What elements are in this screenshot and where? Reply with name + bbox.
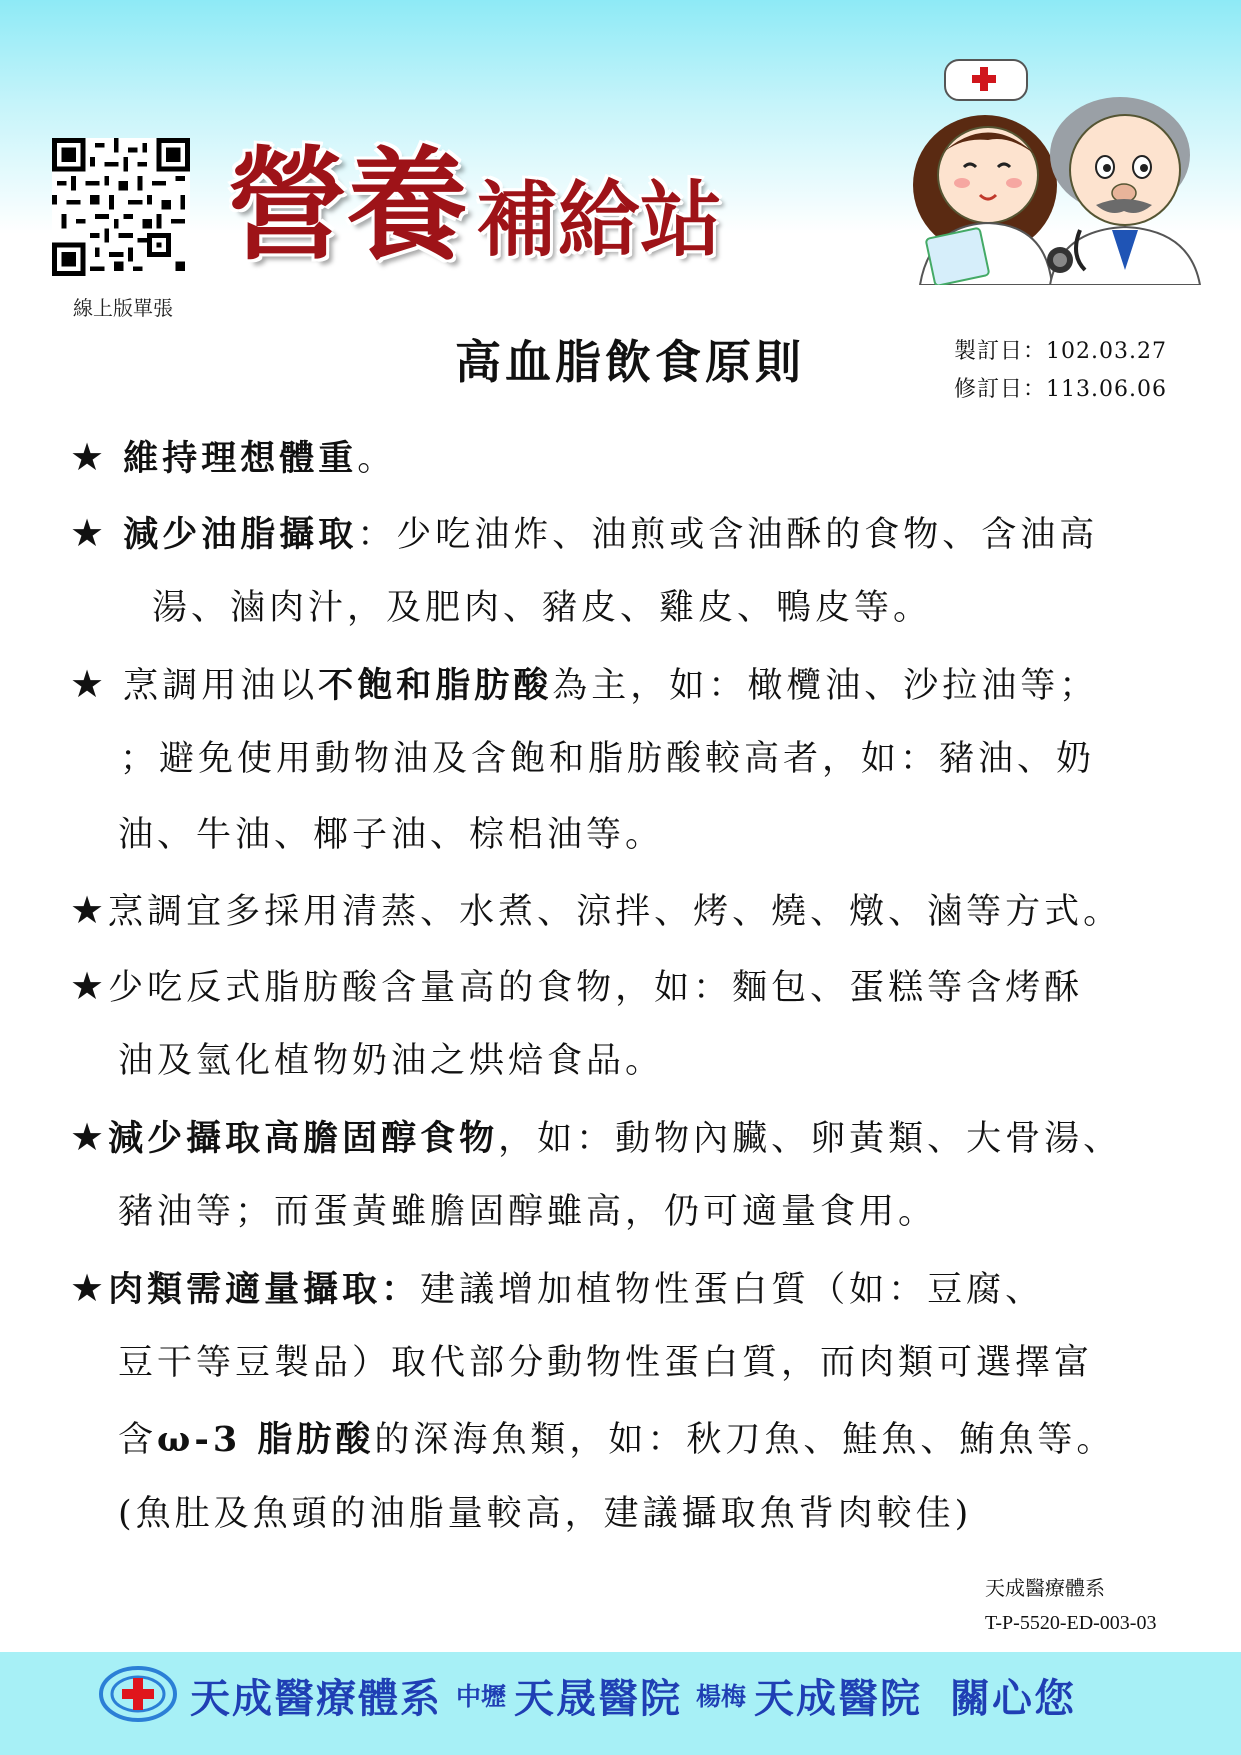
star-icon: ★ — [70, 661, 109, 706]
footer-slogan: 天成醫療體系 中壢 天晟醫院 楊梅 天成醫院 關心您 — [190, 1675, 1077, 1722]
brand-logo — [226, 130, 722, 282]
created-date: 製訂日：102.03.27 — [954, 339, 1167, 364]
document-code: T-P-5520-ED-003-03 — [985, 1612, 1157, 1634]
document-title: 高血脂飲食原則 — [455, 335, 805, 389]
list-item: ★ 維持理想體重。 — [70, 435, 397, 479]
list-item-continuation: 豆干等豆製品）取代部分動物性蛋白質，而肉類可選擇富 — [118, 1343, 1094, 1383]
qr-caption: 線上版單張 — [73, 296, 173, 320]
list-item-continuation: 油及氫化植物奶油之烘焙食品。 — [118, 1041, 665, 1081]
nurse-doctor-illustration — [900, 55, 1220, 285]
logo-title-sub: 補給站 — [476, 173, 723, 268]
logo-title-main: 營養 — [226, 135, 466, 277]
star-icon: ★ — [70, 510, 109, 555]
list-item-continuation: 含ω-3 脂肪酸的深海魚類，如：秋刀魚、鮭魚、鮪魚等。 — [118, 1418, 1116, 1460]
list-item: ★ 烹調用油以不飽和脂肪酸為主，如：橄欖油、沙拉油等； — [70, 661, 1099, 706]
star-icon: ★ — [70, 1114, 109, 1159]
hospital-logo-icon — [98, 1664, 178, 1724]
star-icon: ★ — [70, 1265, 109, 1310]
organization-name: 天成醫療體系 — [985, 1578, 1105, 1600]
qr-code[interactable] — [52, 138, 190, 276]
star-icon: ★ — [70, 435, 109, 479]
list-item: ★烹調宜多採用清蒸、水煮、涼拌、烤、燒、燉、滷等方式。 — [70, 888, 1123, 932]
list-item-continuation: 湯、滷肉汁，及肥肉、豬皮、雞皮、鴨皮等。 — [152, 588, 933, 628]
list-item-note: (魚肚及魚頭的油脂量較高，建議攝取魚背肉較佳) — [118, 1494, 973, 1534]
list-item: ★減少攝取高膽固醇食物，如：動物內臟、卵黃類、大骨湯、 — [70, 1114, 1123, 1159]
list-item-continuation: 豬油等；而蛋黃雖膽固醇雖高，仍可適量食用。 — [118, 1192, 938, 1232]
list-item: ★肉類需適量攝取：建議增加植物性蛋白質（如：豆腐、 — [70, 1265, 1045, 1310]
list-item: ★ 減少油脂攝取：少吃油炸、油煎或含油酥的食物、含油高 — [70, 510, 1099, 555]
list-item-continuation: ；避免使用動物油及含飽和脂肪酸較高者，如：豬油、奶 — [120, 739, 1096, 779]
document-dates — [954, 333, 1167, 409]
star-icon: ★ — [70, 963, 109, 1008]
revised-date: 修訂日：113.06.06 — [954, 377, 1167, 402]
list-item: ★少吃反式脂肪酸含量高的食物，如：麵包、蛋糕等含烤酥 — [70, 963, 1084, 1008]
guideline-list — [70, 420, 1180, 1553]
list-item-continuation: 油、牛油、椰子油、棕梠油等。 — [118, 814, 665, 855]
star-icon: ★ — [70, 888, 109, 932]
